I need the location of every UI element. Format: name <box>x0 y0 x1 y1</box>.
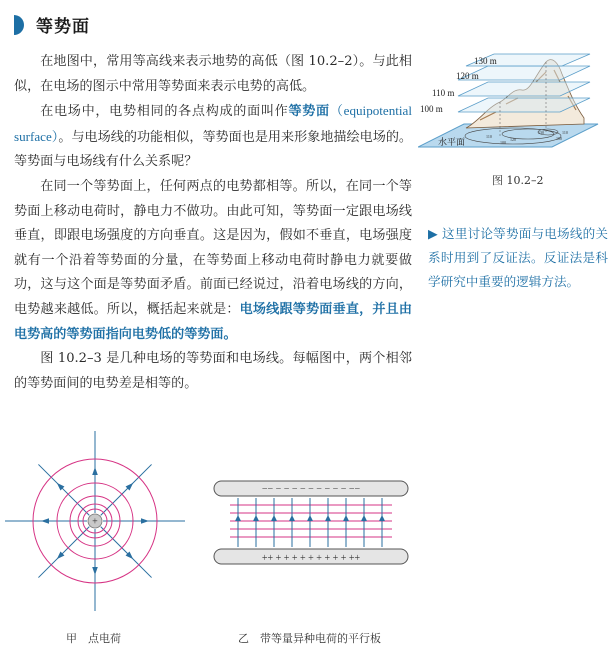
plus-sign: + <box>92 516 98 528</box>
field-arrow <box>289 515 295 521</box>
figure-10-2-2-caption: 图 10.2–2 <box>492 174 544 187</box>
field-arrow <box>271 515 277 521</box>
label-100m: 100 m <box>420 104 443 114</box>
field-arrow <box>307 515 313 521</box>
paragraph-1: 在地图中，常用等高线来表示地势的高低（图 10.2–2）。与此相似，在电场的图示中常用等势面来表示电势的高低。 <box>14 54 412 94</box>
term-english: （equipotential surface） <box>14 103 413 144</box>
field-arrow <box>41 518 49 524</box>
figure-point-charge <box>0 430 190 625</box>
field-arrow <box>235 515 241 521</box>
field-arrow <box>325 515 331 521</box>
field-arrow <box>253 515 259 521</box>
field-arrow <box>92 467 98 475</box>
field-arrow <box>141 518 149 524</box>
contour-label: 110 <box>486 134 492 139</box>
paragraph-2 <box>14 99 412 175</box>
paragraph-2-text-a: 在电场中，电势相同的各点构成的面叫作 <box>40 104 289 120</box>
field-line <box>101 464 152 515</box>
field-line <box>38 527 89 578</box>
paragraph-3 <box>14 175 412 347</box>
label-horizontal-plane: 水平面 <box>438 137 466 147</box>
positive-signs: ++ + + + + + + + + + ++ <box>261 553 361 564</box>
figure-parallel-plates <box>210 475 412 575</box>
contour-label: 100 <box>500 140 506 145</box>
field-line <box>38 464 89 515</box>
field-arrow <box>92 567 98 575</box>
side-note: ▶ 这里讨论等势面与电场线的关系时用到了反证法。反证法是科学研究中重要的逻辑方法。 <box>428 226 608 289</box>
main-body-text <box>14 50 412 396</box>
field-line <box>101 527 152 578</box>
label-130m: 130 m <box>474 56 497 66</box>
paragraph-2-text-b: 。与电场线的功能相似，等势面也是用来形象地描绘电场的。等势面与电场线有什么关系呢？ <box>14 129 413 170</box>
field-arrow <box>343 515 349 521</box>
paragraph-3-text: 在同一个等势面上，任何两点的电势都相等。所以，在同一个等势面上移动电荷时，静电力不做功。由此可知，等势面一定跟电场线垂直，即跟电场强度的方向垂直。这是因为，假如不垂直，电场强度就有一个沿着等势面的分量，在等势面上移动电荷时静电力就要做功，这与这个面是等势面矛盾。前面已经说过，沿着电场线的方向，电势越来越低。所以，概括起来就是： <box>14 178 412 317</box>
caption-point-charge: 甲 点电荷 <box>66 632 121 645</box>
field-arrow <box>361 515 367 521</box>
negative-signs: −− − − − − − − − − − −− <box>261 484 361 495</box>
paragraph-4: 图 10.2–3 是几种电场的等势面和电场线。每幅图中，两个相邻的等势面间的电势差是相等的。 <box>14 351 412 391</box>
contour-label: 110 <box>562 130 568 135</box>
term-equipotential: 等势面 <box>288 104 330 120</box>
field-arrow <box>379 515 385 521</box>
section-title: 等势面 <box>36 17 90 37</box>
section-marker <box>14 15 24 35</box>
caption-parallel-plates: 乙 带等量异种电荷的平行板 <box>238 632 381 645</box>
section-header <box>14 12 90 37</box>
label-120m: 120 m <box>456 71 479 81</box>
key-conclusion: 电场线跟等势面垂直，并且由电势高的等势面指向电势低的等势面。 <box>14 301 413 342</box>
contour-label: 130 <box>538 130 544 135</box>
label-110m: 110 m <box>432 88 455 98</box>
figure-10-2-2 <box>418 52 608 167</box>
contour-label: 120 <box>510 137 516 142</box>
contour-label: 100 <box>556 136 562 141</box>
